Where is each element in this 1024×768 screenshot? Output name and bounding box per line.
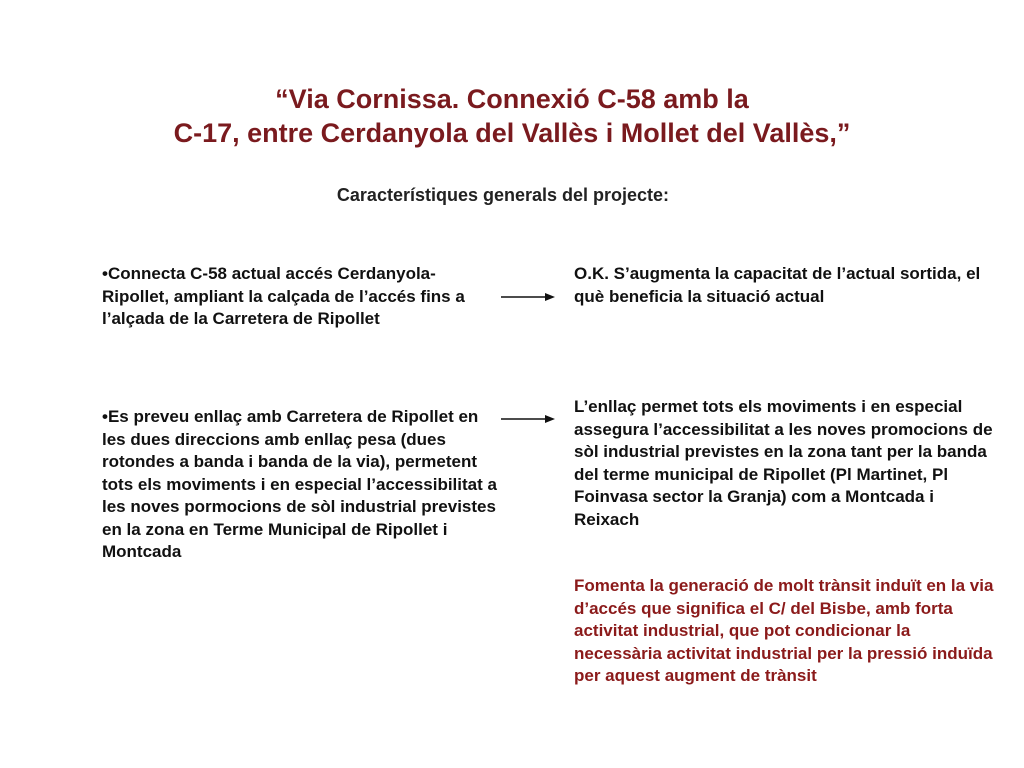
title-line-1: “Via Cornissa. Connexió C-58 amb la: [275, 84, 749, 114]
project-feature-2: •Es preveu enllaç amb Carretera de Ripollet en les dues direccions amb enllaç pesa (dues rotondes a banda i banda de la via), permetent tots els moviments i en especial l’accessibilitat a les noves pormocions de sòl industrial previstes en la zona en Terme Municipal de Ripollet i Montcada: [102, 407, 497, 561]
right-arrow-icon: [501, 291, 555, 303]
slide-title: [0, 82, 1024, 150]
project-feature-1: •Connecta C-58 actual accés Cerdanyola-Ripollet, ampliant la calçada de l’accés fins a l’alçada de la Carretera de Ripollet: [102, 264, 465, 328]
project-assessment-2: L’enllaç permet tots els moviments i en especial assegura l’accessibilitat a les noves promocions de sòl industrial previstes en la zona tant per la banda del terme municipal de Ripollet (Pl Martinet, Pl Foinvasa sector la Granja) com a Montcada i Reixach: [574, 397, 993, 529]
slide-subtitle: Característiques generals del projecte:: [336, 185, 670, 205]
right-arrow-icon: [501, 413, 555, 425]
project-assessment-1: O.K. S’augmenta la capacitat de l’actual sortida, el què beneficia la situació actual: [574, 264, 981, 306]
project-warning-note: Fomenta la generació de molt trànsit induït en la via d’accés que significa el C/ del Bisbe, amb forta activitat industrial, que pot condicionar la necessària activitat industrial per la pressió induïda per aquest augment de trànsit: [574, 576, 994, 685]
title-line-2: C-17, entre Cerdanyola del Vallès i Mollet del Vallès,”: [173, 118, 851, 148]
